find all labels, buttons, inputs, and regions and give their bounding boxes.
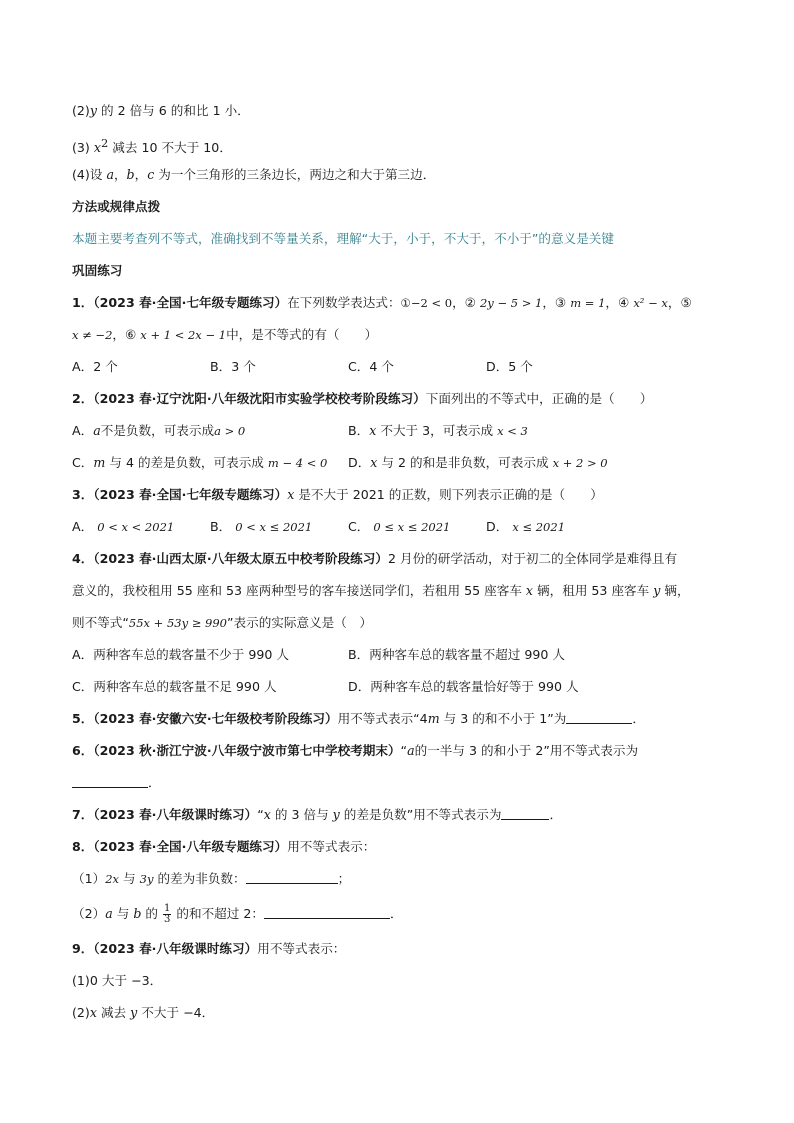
q1-option-b[interactable]: B．3 个 [210, 359, 256, 374]
q1-option-c[interactable]: C．4 个 [348, 359, 394, 374]
answer-blank[interactable] [72, 774, 148, 788]
statement-3: (3) $x^2$ 减去 10 不大于 10． [72, 136, 232, 156]
question-8: 8．（2023 春·全国·八年级专题练习）用不等式表示： [72, 839, 376, 854]
question-8-part-2: （2）a 与 b 的 $\frac{1}{3}$ 的和不超过 2： ． [72, 903, 403, 925]
question-3: 3．（2023 春·全国·七年级专题练习）x 是不大于 2021 的正数，则下列表示正确的是（ ） [72, 487, 603, 502]
q4-option-a[interactable]: A．两种客车总的载客量不少于 990 人 [72, 647, 289, 662]
question-4-line3: 则不等式“55x + 53y ≥ 990”表示的实际意义是（ ） [72, 615, 373, 630]
method-title: 方法或规律点拨 [72, 199, 161, 214]
fraction-one-third: $\frac{1}{3}$ [164, 903, 171, 925]
answer-blank[interactable] [566, 710, 632, 724]
q3-option-b[interactable]: B． 0 < x ≤ 2021 [210, 519, 313, 534]
q1-option-d[interactable]: D．5 个 [486, 359, 533, 374]
statement-2: (2)y 的 2 倍与 6 的和比 1 小． [72, 103, 250, 118]
answer-blank[interactable] [264, 905, 390, 919]
method-text: 本题主要考查列不等式，准确找到不等量关系，理解“大于，小于，不大于，不小于”的意义是关键 [72, 231, 614, 246]
question-6-answer: ． [72, 774, 161, 792]
q3-option-a[interactable]: A． 0 < x < 2021 [72, 519, 175, 534]
q3-option-d[interactable]: D． x ≤ 2021 [486, 519, 566, 534]
question-2: 2．（2023 春·辽宁沈阳·八年级沈阳市实验学校校考阶段练习）下面列出的不等式中，正确的是（ ） [72, 391, 653, 406]
question-7: 7．（2023 春·八年级课时练习）“x 的 3 倍与 y 的差是负数”用不等式表示为 ． [72, 807, 563, 822]
q2-option-c[interactable]: C．m 与 4 的差是负数，可表示成 m − 4 < 0 [72, 455, 328, 470]
q1-option-a[interactable]: A．2 个 [72, 359, 118, 374]
question-1-cont: x ≠ −2，⑥ x + 1 < 2x − 1中，是不等式的有（ ） [72, 327, 378, 342]
question-6: 6．（2023 秋·浙江宁波·八年级宁波市第七中学校考期末）“a的一半与 3 的和小于 2”用不等式表示为 [72, 743, 639, 758]
var-y: y [89, 103, 97, 118]
q2-option-b[interactable]: B．x 不大于 3，可表示成 x < 3 [348, 423, 528, 438]
q4-option-b[interactable]: B．两种客车总的载客量不超过 990 人 [348, 647, 565, 662]
question-8-part-1: （1）2x 与 3y 的差为非负数： ； [72, 871, 351, 886]
question-4: 4．（2023 春·山西太原·八年级太原五中校考阶段练习）2 月份的研学活动，对于初二的全体同学是难得且有 [72, 551, 678, 566]
question-1: 1．（2023 春·全国·七年级专题练习）在下列数学表达式：①−2 < 0，② 2y − 5 > 1，③ m = 1，④ x² − x，⑤ [72, 295, 692, 310]
question-5: 5．（2023 春·安徽六安·七年级校考阶段练习）用不等式表示“4m 与 3 的和不小于 1”为 ． [72, 711, 645, 726]
statement-4: (4)设 a，b，c 为一个三角形的三条边长，两边之和大于第三边． [72, 167, 436, 182]
q2-option-d[interactable]: D．x 与 2 的和是非负数，可表示成 x + 2 > 0 [348, 455, 608, 470]
question-9-part-1: (1)0 大于 −3． [72, 973, 163, 988]
q2-option-a[interactable]: A．a不是负数，可表示成a > 0 [72, 423, 246, 438]
answer-blank[interactable] [501, 806, 549, 820]
q3-option-c[interactable]: C． 0 ≤ x ≤ 2021 [348, 519, 451, 534]
question-9-part-2: (2)x 减去 y 不大于 −4． [72, 1005, 215, 1020]
question-9: 9．（2023 春·八年级课时练习）用不等式表示： [72, 941, 346, 956]
q4-option-d[interactable]: D．两种客车总的载客量恰好等于 990 人 [348, 679, 579, 694]
q4-option-c[interactable]: C．两种客车总的载客量不足 990 人 [72, 679, 277, 694]
practice-title: 巩固练习 [72, 263, 123, 278]
question-4-line2: 意义的，我校租用 55 座和 53 座两种型号的客车接送同学们，若租用 55 座客车 x 辆，租用 53 座客车 y 辆， [72, 583, 690, 598]
answer-blank[interactable] [246, 870, 338, 884]
